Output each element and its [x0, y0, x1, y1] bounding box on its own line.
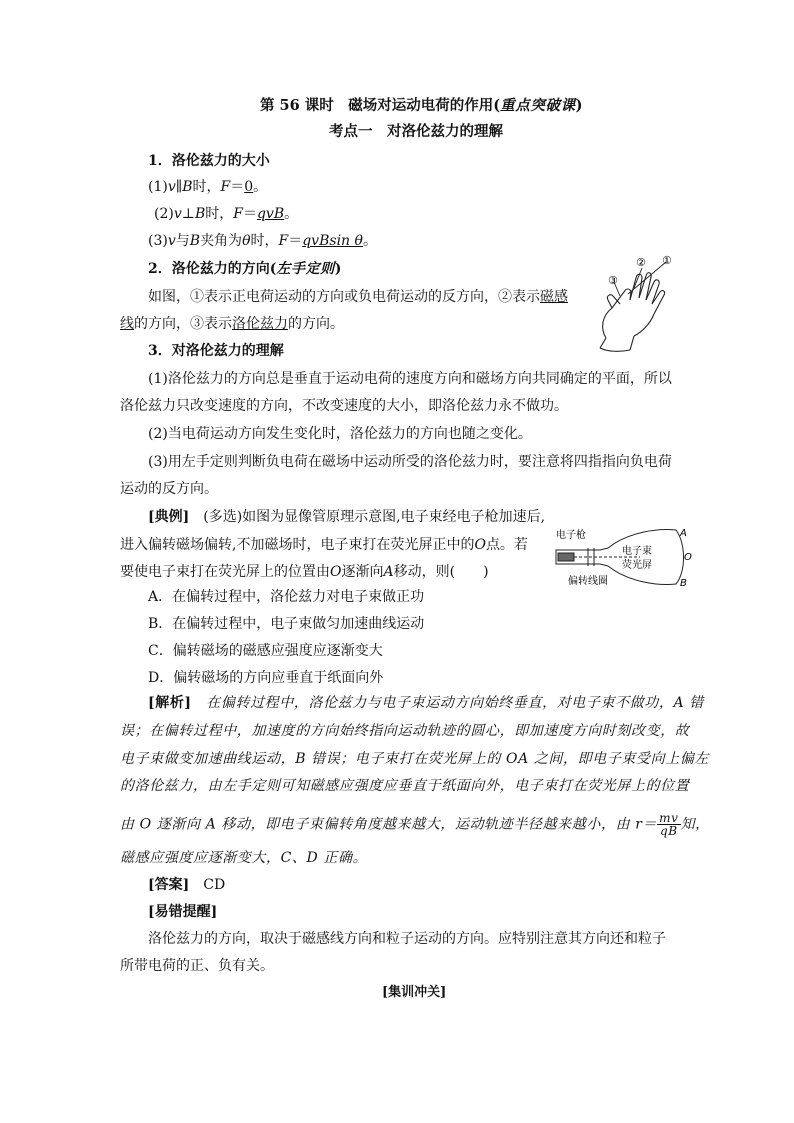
- hand-label-3: ③: [608, 274, 618, 287]
- s3-p1-line-1: (1)洛伦兹力的方向总是垂直于运动电荷的速度方向和磁场方向共同确定的平面，所以: [148, 371, 672, 387]
- s2-paragraph-line-1: 如图，①表示正电荷运动的方向或负电荷运动的反方向，②表示磁感: [148, 289, 568, 305]
- lesson-title: 第 56 课时 磁场对运动电荷的作用(重点突破课): [260, 97, 583, 114]
- s1-item-2: (2)v⊥B时，F＝qvB。: [154, 206, 299, 222]
- option-a: A．在偏转过程中，洛伦兹力对电子束做正功: [148, 589, 425, 605]
- s1-item-3: (3)v与B夹角为θ时，F＝qvBsin θ。: [148, 233, 377, 249]
- s3-p1-line-2: 洛伦兹力只改变速度的方向，不改变速度的大小，即洛伦兹力永不做功。: [120, 398, 568, 414]
- arrow-line-1: [628, 262, 666, 294]
- s3-p3-line-2: 运动的反方向。: [120, 481, 218, 497]
- analysis-line-2: 误；在偏转过程中，加速度的方向始终指向运动轨迹的圆心，即加速度方向时刻改变，故: [120, 723, 690, 739]
- example-line-2: 进入偏转磁场偏转,不加磁场时，电子束打在荧光屏正中的O点。若: [120, 537, 528, 553]
- example-line-1: [典例] (多选)如图为显像管原理示意图,电子束经电子枪加速后,: [148, 509, 546, 525]
- analysis-line-6: 磁感应强度应逐渐变大，C、D 正确。: [120, 850, 368, 866]
- s3-p2: (2)当电荷运动方向发生变化时，洛伦兹力的方向也随之变化。: [148, 426, 532, 442]
- label-a: A: [680, 528, 687, 539]
- practice-heading: [集训冲关]: [382, 985, 447, 1000]
- s1-heading: 1．洛伦兹力的大小: [148, 153, 270, 169]
- analysis-line-1: [解析] 在偏转过程中，洛伦兹力与电子束运动方向始终垂直，对电子束不做功，A 错: [148, 695, 704, 711]
- analysis-line-5: 由 O 逐渐向 A 移动，即电子束偏转角度越来越大，运动轨迹半径越来越小，由 r＝ $\frac{mv}{qB}$ 知，: [120, 811, 710, 838]
- analysis-line-3: 电子束做变加速曲线运动，B 错误；电子束打在荧光屏上的 OA 之间，即电子束受向上偏左: [120, 751, 710, 767]
- electron-gun-icon: [558, 553, 574, 561]
- s1-item-1: (1)v∥B时，F＝0。: [148, 179, 268, 195]
- hand-label-2: ②: [636, 256, 646, 269]
- analysis-line-4: 的洛伦兹力，由左手定则可知磁感应强度应垂直于纸面向外，电子束打在荧光屏上的位置: [120, 778, 690, 794]
- option-c: C．偏转磁场的磁感应强度应逐渐变大: [148, 643, 383, 659]
- crt-diagram: [548, 524, 694, 592]
- tip-heading: [易错提醒]: [148, 904, 218, 920]
- tip-line-2: 所带电荷的正、负有关。: [120, 958, 274, 974]
- label-b: B: [680, 578, 687, 589]
- label-electron-gun: 电子枪: [556, 530, 586, 541]
- hand-label-1: ①: [662, 254, 672, 267]
- left-hand-rule-figure: [590, 252, 682, 356]
- label-screen: 荧光屏: [622, 560, 652, 571]
- s3-p3-line-1: (3)用左手定则判断负电荷在磁场中运动所受的洛伦兹力时，要注意将四指指向负电荷: [148, 454, 672, 470]
- label-electron-beam: 电子束: [622, 546, 652, 557]
- example-line-3: 要使电子束打在荧光屏上的位置由O逐渐向A移动，则( ): [120, 564, 489, 580]
- radius-fraction: $\frac{mv}{qB}$: [659, 811, 679, 838]
- label-coil: 偏转线圈: [568, 576, 608, 587]
- option-d: D．偏转磁场的方向应垂直于纸面向外: [148, 670, 384, 686]
- s3-heading: 3．对洛伦兹力的理解: [148, 343, 284, 359]
- s2-paragraph-line-2: 线的方向，③表示洛伦兹力的方向。: [120, 316, 344, 332]
- s2-heading: 2．洛伦兹力的方向(左手定则): [148, 261, 342, 277]
- option-b: B．在偏转过程中，电子束做匀加速曲线运动: [148, 616, 425, 632]
- label-o: O: [684, 552, 692, 563]
- section-subtitle: 考点一 对洛伦兹力的理解: [329, 123, 503, 140]
- tip-line-1: 洛伦兹力的方向，取决于磁感线方向和粒子运动的方向。应特别注意其方向还和粒子: [148, 931, 666, 947]
- answer-line: [答案] CD: [148, 877, 226, 893]
